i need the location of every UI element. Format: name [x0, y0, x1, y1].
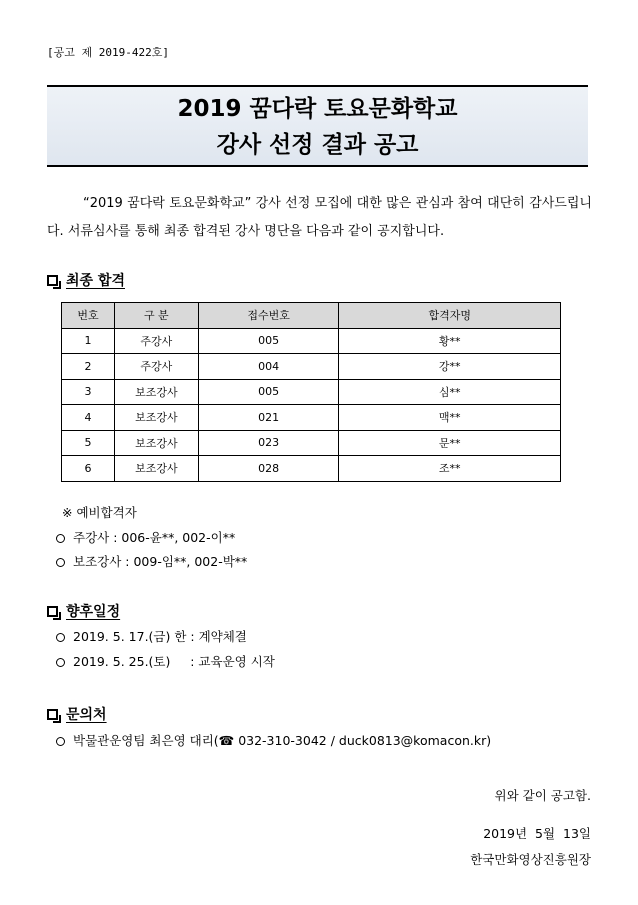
column-header: 번호 — [62, 303, 115, 329]
reserve-item — [56, 553, 247, 571]
cell-name: 황** — [339, 328, 561, 354]
square-bullet-icon — [47, 275, 58, 286]
cell-category: 주강사 — [114, 328, 198, 354]
cell-name: 맥** — [339, 405, 561, 431]
cell-number: 1 — [62, 328, 115, 354]
circle-bullet-icon — [56, 633, 65, 642]
reserve-item-text: 보조강사 : 009-임**, 002-박** — [73, 554, 248, 569]
closing-issuer: 한국만화영상진흥원장 — [470, 852, 591, 867]
title-line-2: 강사 선정 결과 공고 — [216, 132, 419, 158]
cell-receipt-number: 023 — [198, 430, 339, 456]
title-banner — [47, 85, 588, 167]
cell-category: 보조강사 — [114, 379, 198, 405]
schedule-item — [56, 628, 247, 646]
cell-category: 보조강사 — [114, 405, 198, 431]
section-final-pass — [47, 270, 125, 290]
circle-bullet-icon — [56, 534, 65, 543]
cell-category: 주강사 — [114, 354, 198, 380]
intro-paragraph: “2019 꿈다락 토요문화학교” 강사 선정 모집에 대한 많은 관심과 참여 대단히 감사드립니다. 서류심사를 통해 최종 합격된 강사 명단을 다음과 같이 공지합니다. — [47, 196, 592, 239]
table-row — [62, 456, 561, 482]
square-bullet-icon — [47, 709, 58, 720]
contact-item-text: 박물관운영팀 최은영 대리(☎ 032-310-3042 / duck0813@komacon.kr) — [73, 733, 492, 748]
section-final-pass-heading: 최종 합격 — [66, 273, 125, 289]
cell-category: 보조강사 — [114, 430, 198, 456]
cell-receipt-number: 028 — [198, 456, 339, 482]
cell-number: 3 — [62, 379, 115, 405]
schedule-item — [56, 653, 275, 671]
cell-number: 5 — [62, 430, 115, 456]
closing-statement: 위와 같이 공고함. — [494, 788, 591, 803]
table-row — [62, 430, 561, 456]
cell-name: 문** — [339, 430, 561, 456]
circle-bullet-icon — [56, 737, 65, 746]
section-contact — [47, 704, 107, 724]
reserve-heading: ※ 예비합격자 — [62, 505, 137, 520]
reserve-item — [56, 529, 235, 547]
table-header-row — [62, 303, 561, 329]
reserve-item-text: 주강사 : 006-윤**, 002-이** — [73, 530, 236, 545]
cell-name: 조** — [339, 456, 561, 482]
table-row — [62, 354, 561, 380]
column-header: 구 분 — [114, 303, 198, 329]
cell-receipt-number: 005 — [198, 328, 339, 354]
square-bullet-icon — [47, 606, 58, 617]
section-schedule-heading: 향후일정 — [66, 604, 121, 620]
cell-receipt-number: 004 — [198, 354, 339, 380]
cell-name: 강** — [339, 354, 561, 380]
section-contact-heading: 문의처 — [66, 707, 107, 723]
column-header: 합격자명 — [339, 303, 561, 329]
cell-category: 보조강사 — [114, 456, 198, 482]
cell-receipt-number: 021 — [198, 405, 339, 431]
schedule-item-text: 2019. 5. 25.(토) : 교육운영 시작 — [73, 654, 275, 669]
cell-number: 2 — [62, 354, 115, 380]
circle-bullet-icon — [56, 658, 65, 667]
circle-bullet-icon — [56, 558, 65, 567]
table-row — [62, 405, 561, 431]
schedule-item-text: 2019. 5. 17.(금) 한 : 계약체결 — [73, 629, 247, 644]
column-header: 접수번호 — [198, 303, 339, 329]
table-row — [62, 379, 561, 405]
cell-name: 심** — [339, 379, 561, 405]
closing-date: 2019년 5월 13일 — [483, 826, 591, 841]
title-line-1: 2019 꿈다락 토요문화학교 — [177, 96, 458, 122]
cell-number: 6 — [62, 456, 115, 482]
notice-number: [공고 제 2019-422호] — [47, 46, 169, 59]
cell-number: 4 — [62, 405, 115, 431]
results-table — [61, 302, 561, 482]
cell-receipt-number: 005 — [198, 379, 339, 405]
contact-item — [56, 732, 491, 750]
table-row — [62, 328, 561, 354]
section-schedule — [47, 601, 120, 621]
